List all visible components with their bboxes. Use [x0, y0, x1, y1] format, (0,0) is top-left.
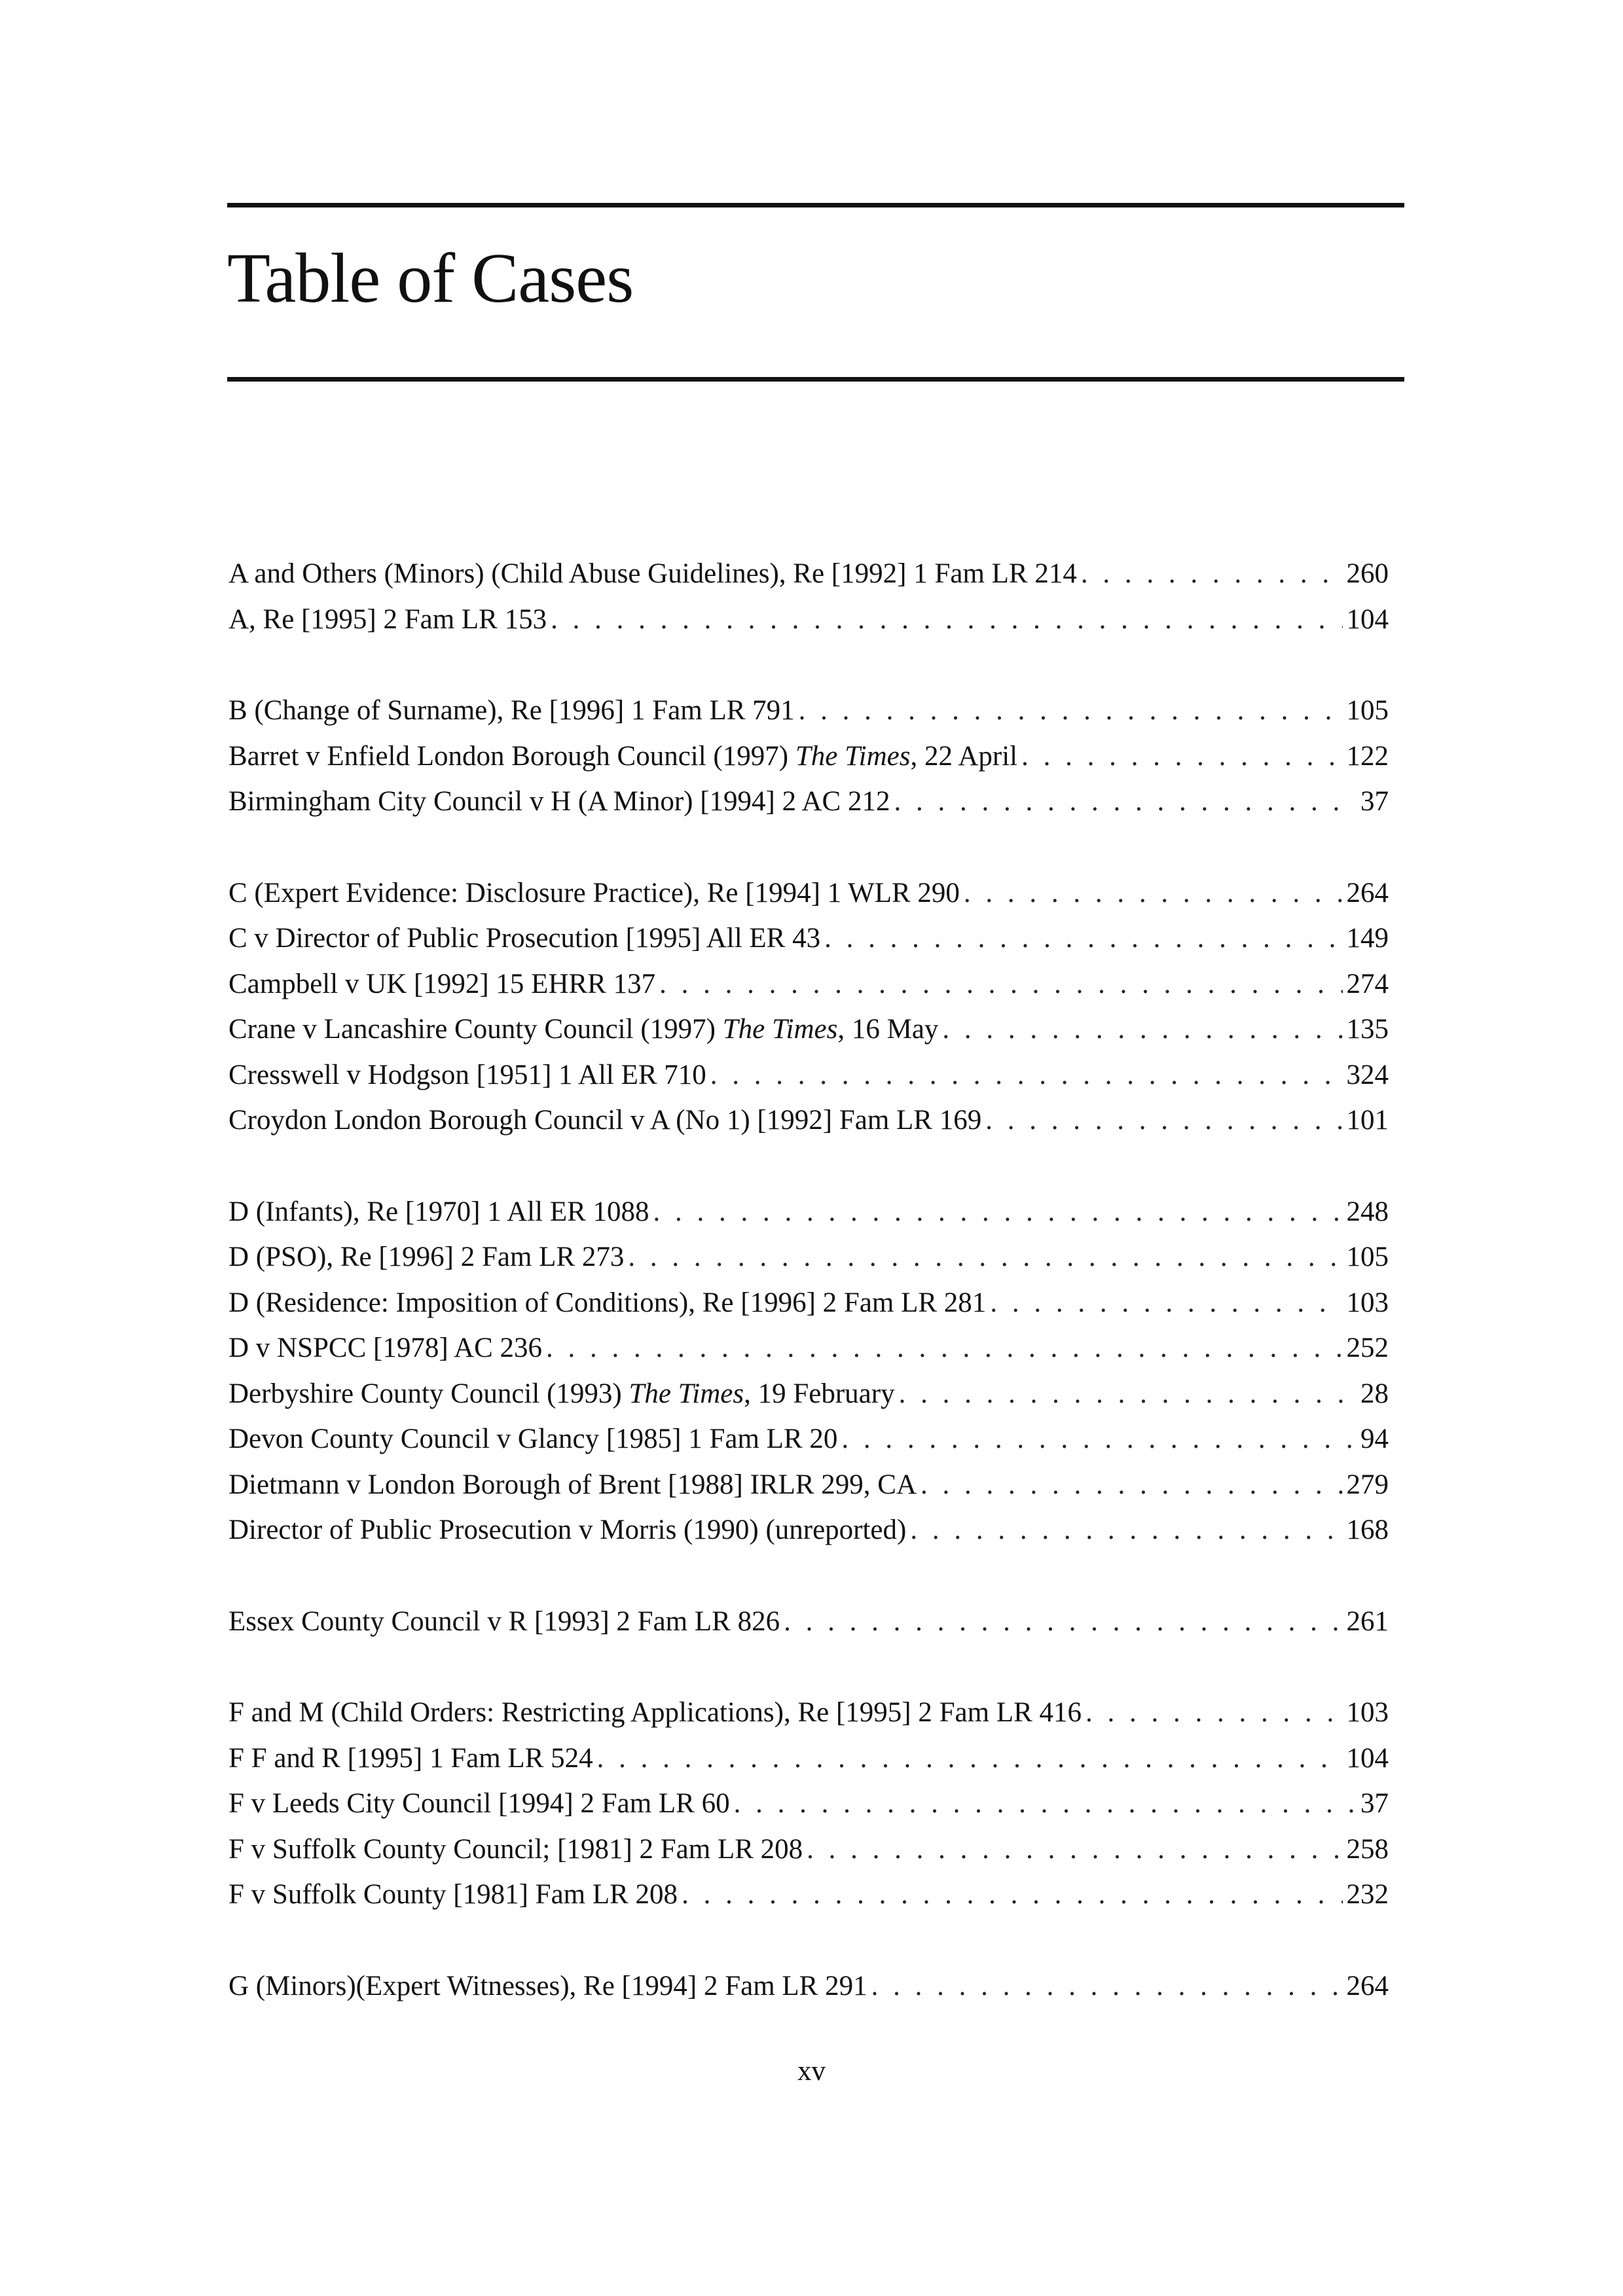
case-citation-date: , 19 February	[744, 1378, 895, 1409]
case-citation	[228, 1234, 624, 1280]
case-citation	[228, 1507, 906, 1553]
case-entry[interactable]	[228, 1599, 1389, 1645]
case-entry[interactable]	[228, 916, 1389, 961]
case-page-number: 122	[1346, 740, 1389, 772]
case-citation-text: Derbyshire County Council (1993)	[228, 1378, 629, 1409]
case-citation	[228, 1371, 895, 1417]
case-citation	[228, 1599, 780, 1645]
case-entry[interactable]	[228, 870, 1389, 916]
dot-leader	[1085, 1690, 1342, 1736]
case-citation-text: D (PSO), Re [1996] 2 Fam LR 273	[228, 1242, 625, 1272]
case-citation-text: C (Expert Evidence: Disclosure Practice), Re [1994] 1 WLR 290	[228, 877, 960, 908]
case-entry[interactable]	[228, 734, 1389, 780]
case-entry[interactable]	[228, 1098, 1389, 1143]
case-citation-text: Devon County Council v Glancy [1985] 1 Fam LR 20	[228, 1424, 838, 1454]
case-page-number: 37	[1360, 1788, 1389, 1819]
case-citation-text: F and M (Child Orders: Restricting Applications), Re [1995] 2 Fam LR 416	[228, 1697, 1082, 1728]
case-citation-text: Campbell v UK [1992] 15 EHRR 137	[228, 968, 656, 999]
case-page-number: 37	[1360, 786, 1389, 817]
case-page-number: 279	[1346, 1469, 1389, 1500]
case-page-number: 105	[1346, 695, 1389, 726]
dot-leader	[653, 1189, 1343, 1235]
case-entry[interactable]	[228, 551, 1389, 597]
case-page-number: 232	[1346, 1879, 1389, 1910]
case-citation	[228, 916, 820, 961]
case-citation-publication: The Times	[722, 1014, 838, 1045]
case-page-number: 135	[1346, 1014, 1389, 1045]
case-group-d	[228, 1189, 1389, 1553]
dot-leader	[628, 1234, 1342, 1280]
case-citation	[228, 734, 1017, 780]
case-citation	[228, 870, 960, 916]
dot-leader	[910, 1507, 1342, 1553]
case-page-number: 104	[1346, 1742, 1389, 1774]
case-page-number: 94	[1360, 1424, 1389, 1454]
dot-leader	[659, 961, 1342, 1007]
case-page-number: 28	[1360, 1378, 1389, 1409]
case-citation-text: Essex County Council v R [1993] 2 Fam LR 826	[228, 1605, 780, 1637]
case-citation-text: C v Director of Public Prosecution [1995] All ER 43	[228, 923, 821, 954]
case-citation	[228, 1325, 542, 1371]
case-page-number: 104	[1346, 603, 1389, 635]
case-entry[interactable]	[228, 1234, 1389, 1280]
case-entry[interactable]	[228, 779, 1389, 825]
case-group-f	[228, 1690, 1389, 1918]
case-citation-text: A, Re [1995] 2 Fam LR 153	[228, 603, 547, 635]
dot-leader	[784, 1599, 1342, 1645]
case-group-g	[228, 1964, 1389, 2009]
dot-leader	[964, 870, 1343, 916]
case-entry[interactable]	[228, 1052, 1389, 1098]
dot-leader	[807, 1827, 1342, 1873]
case-citation	[228, 1416, 837, 1462]
case-citation	[228, 1872, 678, 1918]
case-page-number: 103	[1346, 1287, 1389, 1318]
case-citation	[228, 1462, 917, 1508]
case-citation-text: F v Suffolk County Council; [1981] 2 Fam LR 208	[228, 1833, 803, 1865]
case-entry[interactable]	[228, 1507, 1389, 1553]
case-citation	[228, 688, 795, 734]
case-citation-text: Barret v Enfield London Borough Council (1997)	[228, 740, 795, 772]
case-page-number: 261	[1346, 1605, 1389, 1637]
case-citation	[228, 1098, 981, 1143]
case-page-number: 264	[1346, 877, 1389, 908]
title-rule-top	[227, 203, 1404, 207]
case-page-number: 260	[1346, 558, 1389, 589]
case-entry[interactable]	[228, 597, 1389, 643]
dot-leader	[985, 1098, 1342, 1143]
case-page-number: 168	[1346, 1515, 1389, 1545]
dot-leader	[551, 597, 1342, 643]
case-page-number: 101	[1346, 1105, 1389, 1136]
case-entry[interactable]	[228, 1827, 1389, 1873]
case-citation-publication: The Times	[629, 1378, 744, 1409]
case-citation	[228, 1007, 938, 1052]
case-citation-text: Crane v Lancashire County Council (1997)	[228, 1014, 723, 1045]
case-citation-date: , 22 April	[910, 740, 1018, 772]
dot-leader	[871, 1964, 1343, 2009]
case-page-number: 252	[1346, 1333, 1389, 1363]
dot-leader	[841, 1416, 1357, 1462]
case-page-number: 103	[1346, 1697, 1389, 1728]
case-citation-text: A and Others (Minors) (Child Abuse Guidelines), Re [1992] 1 Fam LR 214	[228, 558, 1077, 589]
case-entry[interactable]	[228, 1280, 1389, 1326]
dot-leader	[597, 1736, 1343, 1782]
dot-leader	[682, 1872, 1342, 1918]
case-entry[interactable]	[228, 1462, 1389, 1508]
case-entry[interactable]	[228, 1736, 1389, 1782]
dot-leader	[824, 916, 1342, 961]
case-citation	[228, 1781, 730, 1827]
case-citation	[228, 597, 547, 643]
dot-leader	[799, 688, 1343, 734]
case-page-number: 324	[1346, 1059, 1389, 1090]
case-citation-text: Director of Public Prosecution v Morris (1990) (unreported)	[228, 1515, 907, 1545]
dot-leader	[546, 1325, 1342, 1371]
case-citation-date: , 16 May	[837, 1014, 939, 1045]
case-page-number: 264	[1346, 1970, 1389, 2001]
case-citation	[228, 779, 890, 825]
case-group-c	[228, 870, 1389, 1143]
case-entry[interactable]	[228, 1690, 1389, 1736]
case-citation-publication: The Times	[795, 740, 911, 772]
dot-leader	[710, 1052, 1343, 1098]
case-citation	[228, 1280, 986, 1326]
case-citation	[228, 1052, 706, 1098]
case-group-a	[228, 551, 1389, 642]
case-citation-text: D v NSPCC [1978] AC 236	[228, 1333, 543, 1363]
dot-leader	[942, 1007, 1342, 1052]
case-citation-text: D (Infants), Re [1970] 1 All ER 1088	[228, 1196, 649, 1227]
case-entry[interactable]	[228, 1371, 1389, 1417]
dot-leader	[1021, 734, 1342, 780]
case-entry[interactable]	[228, 688, 1389, 734]
dot-leader	[1081, 551, 1343, 597]
case-citation	[228, 1690, 1082, 1736]
case-citation-text: B (Change of Surname), Re [1996] 1 Fam LR 791	[228, 695, 795, 726]
page-title: Table of Cases	[227, 240, 634, 317]
dot-leader	[990, 1280, 1342, 1326]
case-page-number: 274	[1346, 968, 1389, 999]
case-citation-text: Croydon London Borough Council v A (No 1) [1992] Fam LR 169	[228, 1105, 982, 1136]
case-citation-text: G (Minors)(Expert Witnesses), Re [1994] 2 Fam LR 291	[228, 1970, 867, 2001]
case-entry[interactable]	[228, 1872, 1389, 1918]
dot-leader	[894, 779, 1357, 825]
case-citation-text: D (Residence: Imposition of Conditions), Re [1996] 2 Fam LR 281	[228, 1287, 987, 1318]
case-group-b	[228, 688, 1389, 825]
dot-leader	[734, 1781, 1357, 1827]
case-page-number: 248	[1346, 1196, 1389, 1227]
case-entry[interactable]	[228, 961, 1389, 1007]
case-group-e	[228, 1599, 1389, 1645]
case-page-number: 258	[1346, 1833, 1389, 1865]
title-rule-bottom	[227, 377, 1404, 382]
case-entry[interactable]	[228, 1781, 1389, 1827]
dot-leader	[899, 1371, 1357, 1417]
case-entry[interactable]	[228, 1964, 1389, 2009]
case-citation-text: F v Leeds City Council [1994] 2 Fam LR 60	[228, 1788, 730, 1819]
case-citation	[228, 551, 1077, 597]
table-of-cases-list	[228, 551, 1389, 2054]
case-citation-text: Birmingham City Council v H (A Minor) [1994] 2 AC 212	[228, 786, 890, 817]
case-entry[interactable]	[228, 1416, 1389, 1462]
case-citation	[228, 1827, 803, 1873]
case-citation	[228, 1736, 593, 1782]
case-citation	[228, 961, 655, 1007]
case-entry[interactable]	[228, 1007, 1389, 1052]
case-citation-text: Dietmann v London Borough of Brent [1988] IRLR 299, CA	[228, 1469, 917, 1500]
case-page-number: 149	[1346, 923, 1389, 954]
case-citation-text: F v Suffolk County [1981] Fam LR 208	[228, 1879, 678, 1910]
case-citation-text: F F and R [1995] 1 Fam LR 524	[228, 1742, 593, 1774]
case-citation	[228, 1189, 649, 1235]
case-entry[interactable]	[228, 1325, 1389, 1371]
case-page-number: 105	[1346, 1242, 1389, 1272]
dot-leader	[921, 1462, 1342, 1508]
case-citation	[228, 1964, 867, 2009]
case-entry[interactable]	[228, 1189, 1389, 1235]
page-number: xv	[797, 2056, 826, 2087]
case-citation-text: Cresswell v Hodgson [1951] 1 All ER 710	[228, 1059, 706, 1090]
